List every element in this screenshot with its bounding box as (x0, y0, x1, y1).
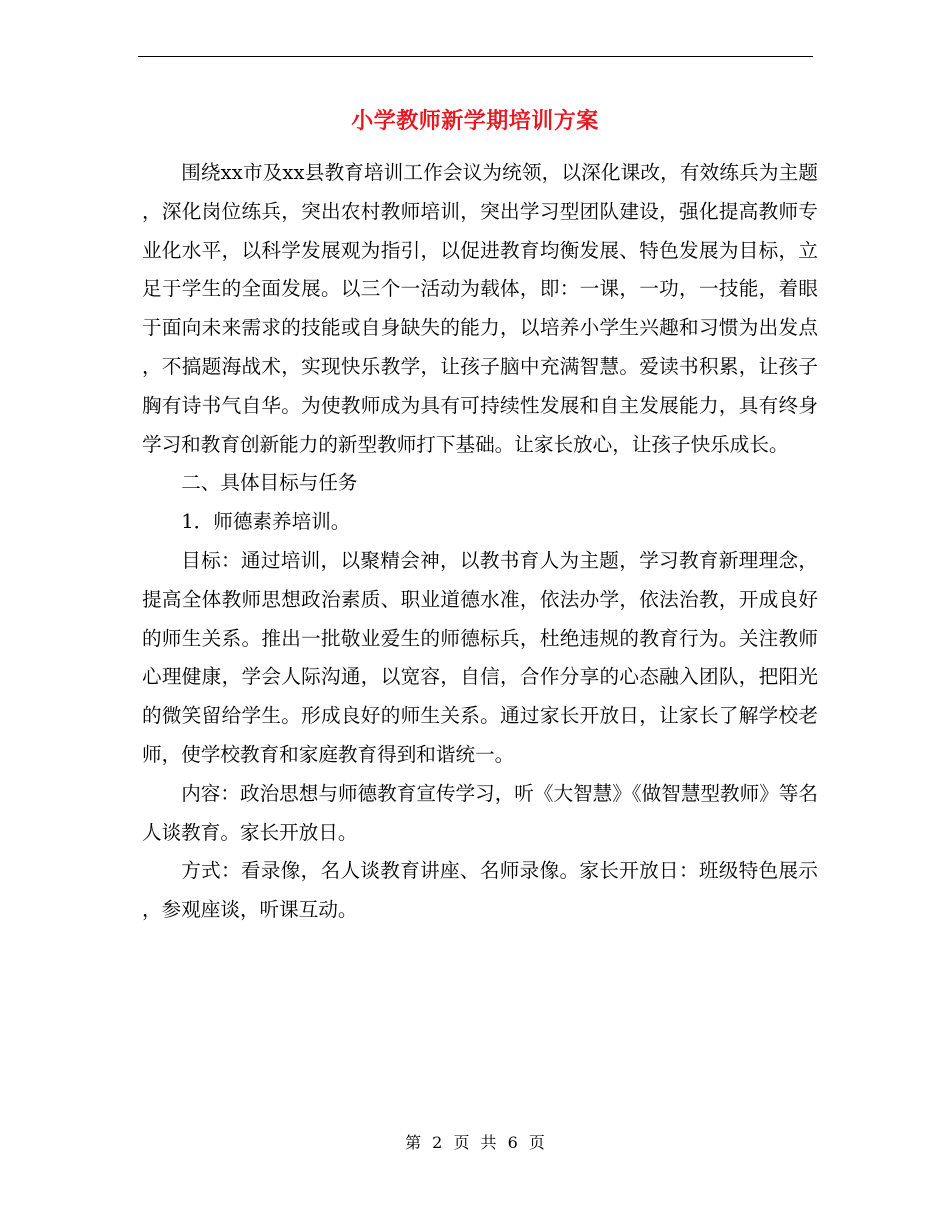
document-title: 小学教师新学期培训方案 (351, 107, 599, 134)
paragraph-intro: 围绕xx市及xx县教育培训工作会议为统领，以深化课改，有效练兵为主题，深化岗位练兵，突出农村教师培训，突出学习型团队建设，强化提高教师专业化水平，以科学发展观为指引，以促进教育均衡发展、特色发展为目标，立足于学生的全面发展。以三个一活动为载体，即：一课，一功，一技能，着眼于面向未来需求的技能或自身缺失的能力，以培养小学生兴趣和习惯为出发点，不搞题海战术，实现快乐教学，让孩子脑中充满智慧。爱读书积累，让孩子胸有诗书气自华。为使教师成为具有可持续性发展和自主发展能力，具有终身学习和教育创新能力的新型教师打下基础。让家长放心，让孩子快乐成长。 (142, 161, 818, 456)
document-body (142, 154, 818, 930)
section-heading-goals: 二、具体目标与任务 (181, 471, 358, 495)
subsection-heading-ethics: 1．师德素养培训。 (181, 510, 351, 534)
page-number: 第 2 页 共 6 页 (405, 1133, 545, 1152)
header-rule (138, 56, 813, 57)
paragraph-objective: 目标：通过培训，以聚精会神，以教书育人为主题，学习教育新理理念，提高全体教师思想政治素质、职业道德水准，依法办学，依法治教，开成良好的师生关系。推出一批敬业爱生的师德标兵，杜绝违规的教育行为。关注教师心理健康，学会人际沟通，以宽容，自信，合作分享的心态融入团队，把阳光的微笑留给学生。形成良好的师生关系。通过家长开放日，让家长了解学校老师，使学校教育和家庭教育得到和谐统一。 (142, 548, 818, 766)
paragraph-content: 内容：政治思想与师德教育宣传学习，听《大智慧》《做智慧型教师》等名人谈教育。家长开放日。 (142, 781, 818, 844)
paragraph-method: 方式：看录像，名人谈教育讲座、名师录像。家长开放日：班级特色展示，参观座谈，听课互动。 (142, 859, 818, 922)
